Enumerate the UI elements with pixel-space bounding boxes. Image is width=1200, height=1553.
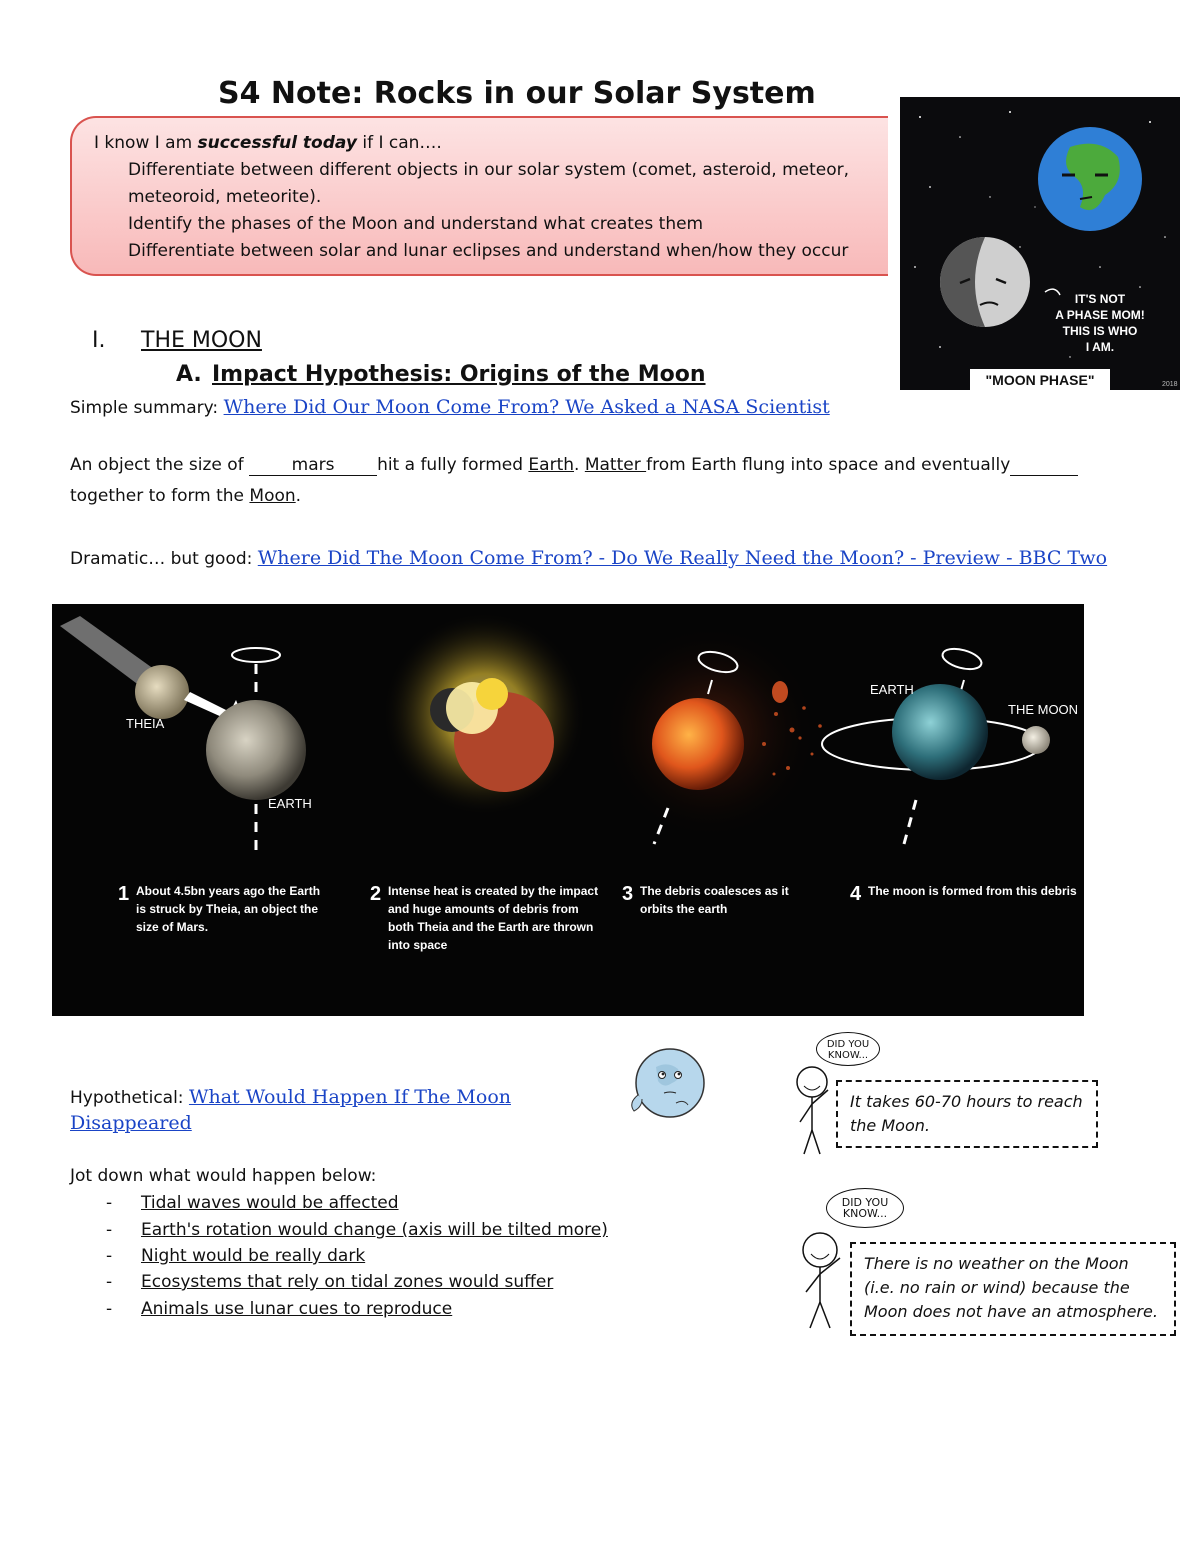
fill-in-sentence-line2 [70, 486, 301, 506]
nasa-video-link[interactable]: Where Did Our Moon Come From? We Asked a NASA Scientist [223, 396, 830, 418]
step-caption-line: both Theia and the Earth are thrown [388, 920, 594, 934]
fact-line: (i.e. no rain or wind) because the [864, 1278, 1130, 1297]
list-dash: - [106, 1246, 113, 1266]
fill-in-text: An object the size of [70, 455, 250, 475]
step-number: 1 [118, 883, 130, 905]
speech-line: I AM. [1085, 340, 1115, 354]
success-criteria-intro [94, 133, 442, 153]
speech-line: A PHASE MOM! [1055, 308, 1145, 322]
fill-in-text: together to form the [70, 486, 250, 506]
fill-in-text: . [295, 486, 302, 506]
moon-disappeared-link-cont[interactable]: Disappeared [70, 1112, 192, 1134]
step-caption-line: The debris coalesces as it [640, 884, 789, 898]
fill-in-answer: mars [249, 455, 377, 476]
fill-in-earth: Earth [528, 455, 575, 475]
bubble-line: DID YOU [841, 1196, 889, 1209]
jot-heading: Jot down what would happen below: [70, 1166, 377, 1186]
theia-label: THEIA [126, 716, 165, 731]
goal-item: Identify the phases of the Moon and understand what creates them [128, 214, 704, 234]
page-title: S4 Note: Rocks in our Solar System [218, 76, 816, 111]
list-dash: - [106, 1220, 113, 1240]
fact-line: It takes 60-70 hours to reach [850, 1092, 1083, 1111]
intro-prefix: I know I am [94, 133, 198, 153]
stick-figure-icon [796, 1226, 852, 1334]
step-caption-line: The moon is formed from this debris [868, 884, 1077, 898]
theia-planet [135, 665, 189, 719]
comic-year: 2018 [1162, 381, 1178, 388]
modern-earth [892, 684, 988, 780]
section-number: I. [92, 328, 106, 353]
fact-line: There is no weather on the Moon [864, 1254, 1129, 1273]
hypothetical-label: Hypothetical: [70, 1088, 189, 1108]
list-item: Earth's rotation would change (axis will be tilted more) [141, 1220, 608, 1240]
bubble-line: KNOW... [842, 1207, 888, 1220]
bubble-line: DID YOU [826, 1039, 870, 1050]
step-caption-line: into space [388, 938, 448, 952]
intro-suffix: if I can…. [356, 133, 442, 153]
list-item: Night would be really dark [141, 1246, 366, 1266]
stick-figure-icon [790, 1060, 840, 1160]
bubble-line: KNOW... [827, 1050, 869, 1061]
fill-in-sentence [70, 455, 1078, 476]
fact-box-2 [850, 1242, 1176, 1336]
list-item: Animals use lunar cues to reproduce [141, 1299, 453, 1319]
list-item: Tidal waves would be affected [141, 1193, 399, 1213]
fill-in-text: from Earth flung into space and eventually [646, 455, 1011, 475]
dramatic-label: Dramatic… but good: [70, 549, 258, 569]
bbc-video-link[interactable]: Where Did The Moon Come From? - Do We Really Need the Moon? - Preview - BBC Two [257, 547, 1108, 569]
earth-label: EARTH [870, 682, 914, 697]
step-caption-line: About 4.5bn years ago the Earth [136, 884, 321, 898]
list-dash: - [106, 1193, 113, 1213]
speech-line: THIS IS WHO [1062, 324, 1138, 338]
earth-character [1038, 127, 1142, 231]
thinking-globe-icon [620, 1045, 712, 1123]
step-number: 2 [370, 883, 382, 905]
summary-label: Simple summary: [70, 398, 224, 418]
speech-line: IT'S NOT [1074, 292, 1126, 306]
fact-box-1 [836, 1080, 1098, 1148]
impact-hypothesis-diagram [52, 604, 1084, 1016]
fill-in-text: . [574, 455, 585, 475]
hypothetical-line [70, 1086, 511, 1108]
step-caption-line: orbits the earth [640, 902, 728, 916]
fill-in-blank [1010, 455, 1078, 476]
step-caption-line: and huge amounts of debris from [388, 902, 579, 916]
goal-item: meteoroid, meteorite). [128, 187, 322, 207]
step-number: 4 [850, 883, 862, 905]
subsection-letter: A. [176, 362, 202, 387]
fact-line: the Moon. [850, 1116, 930, 1135]
step-caption-line: is struck by Theia, an object the [136, 902, 319, 916]
moon-label: THE MOON [1008, 702, 1079, 717]
step-number: 3 [622, 883, 634, 905]
step-caption-line: Intense heat is created by the impact [388, 884, 599, 898]
fill-in-matter: Matter [584, 455, 647, 475]
subsection-title: Impact Hypothesis: Origins of the Moon [212, 362, 706, 387]
goal-item: Differentiate between different objects in our solar system (comet, asteroid, meteor, [128, 160, 850, 180]
fill-in-moon: Moon [249, 486, 296, 506]
list-dash: - [106, 1272, 113, 1292]
dramatic-line [70, 547, 1107, 569]
early-earth [206, 700, 306, 800]
new-moon [1022, 726, 1050, 754]
summary-line [70, 396, 830, 418]
intro-emphasis: successful today [197, 133, 357, 153]
earth-label: EARTH [268, 796, 312, 811]
section-title: THE MOON [141, 328, 262, 353]
comic-caption: "MOON PHASE" [985, 372, 1095, 388]
did-you-know-bubble [826, 1188, 904, 1228]
goal-item: Differentiate between solar and lunar eclipses and understand when/how they occur [128, 241, 849, 261]
moon-phase-comic [900, 97, 1180, 390]
hypothetical-line2 [70, 1112, 192, 1134]
list-item: Ecosystems that rely on tidal zones would suffer [141, 1272, 554, 1292]
fill-in-text: hit a fully formed [377, 455, 529, 475]
fact-line: Moon does not have an atmosphere. [864, 1302, 1158, 1321]
molten-earth [652, 698, 744, 790]
moon-disappeared-link[interactable]: What Would Happen If The Moon [188, 1086, 511, 1108]
list-dash: - [106, 1299, 113, 1319]
step-caption-line: size of Mars. [136, 920, 209, 934]
moon-character [940, 237, 1030, 327]
